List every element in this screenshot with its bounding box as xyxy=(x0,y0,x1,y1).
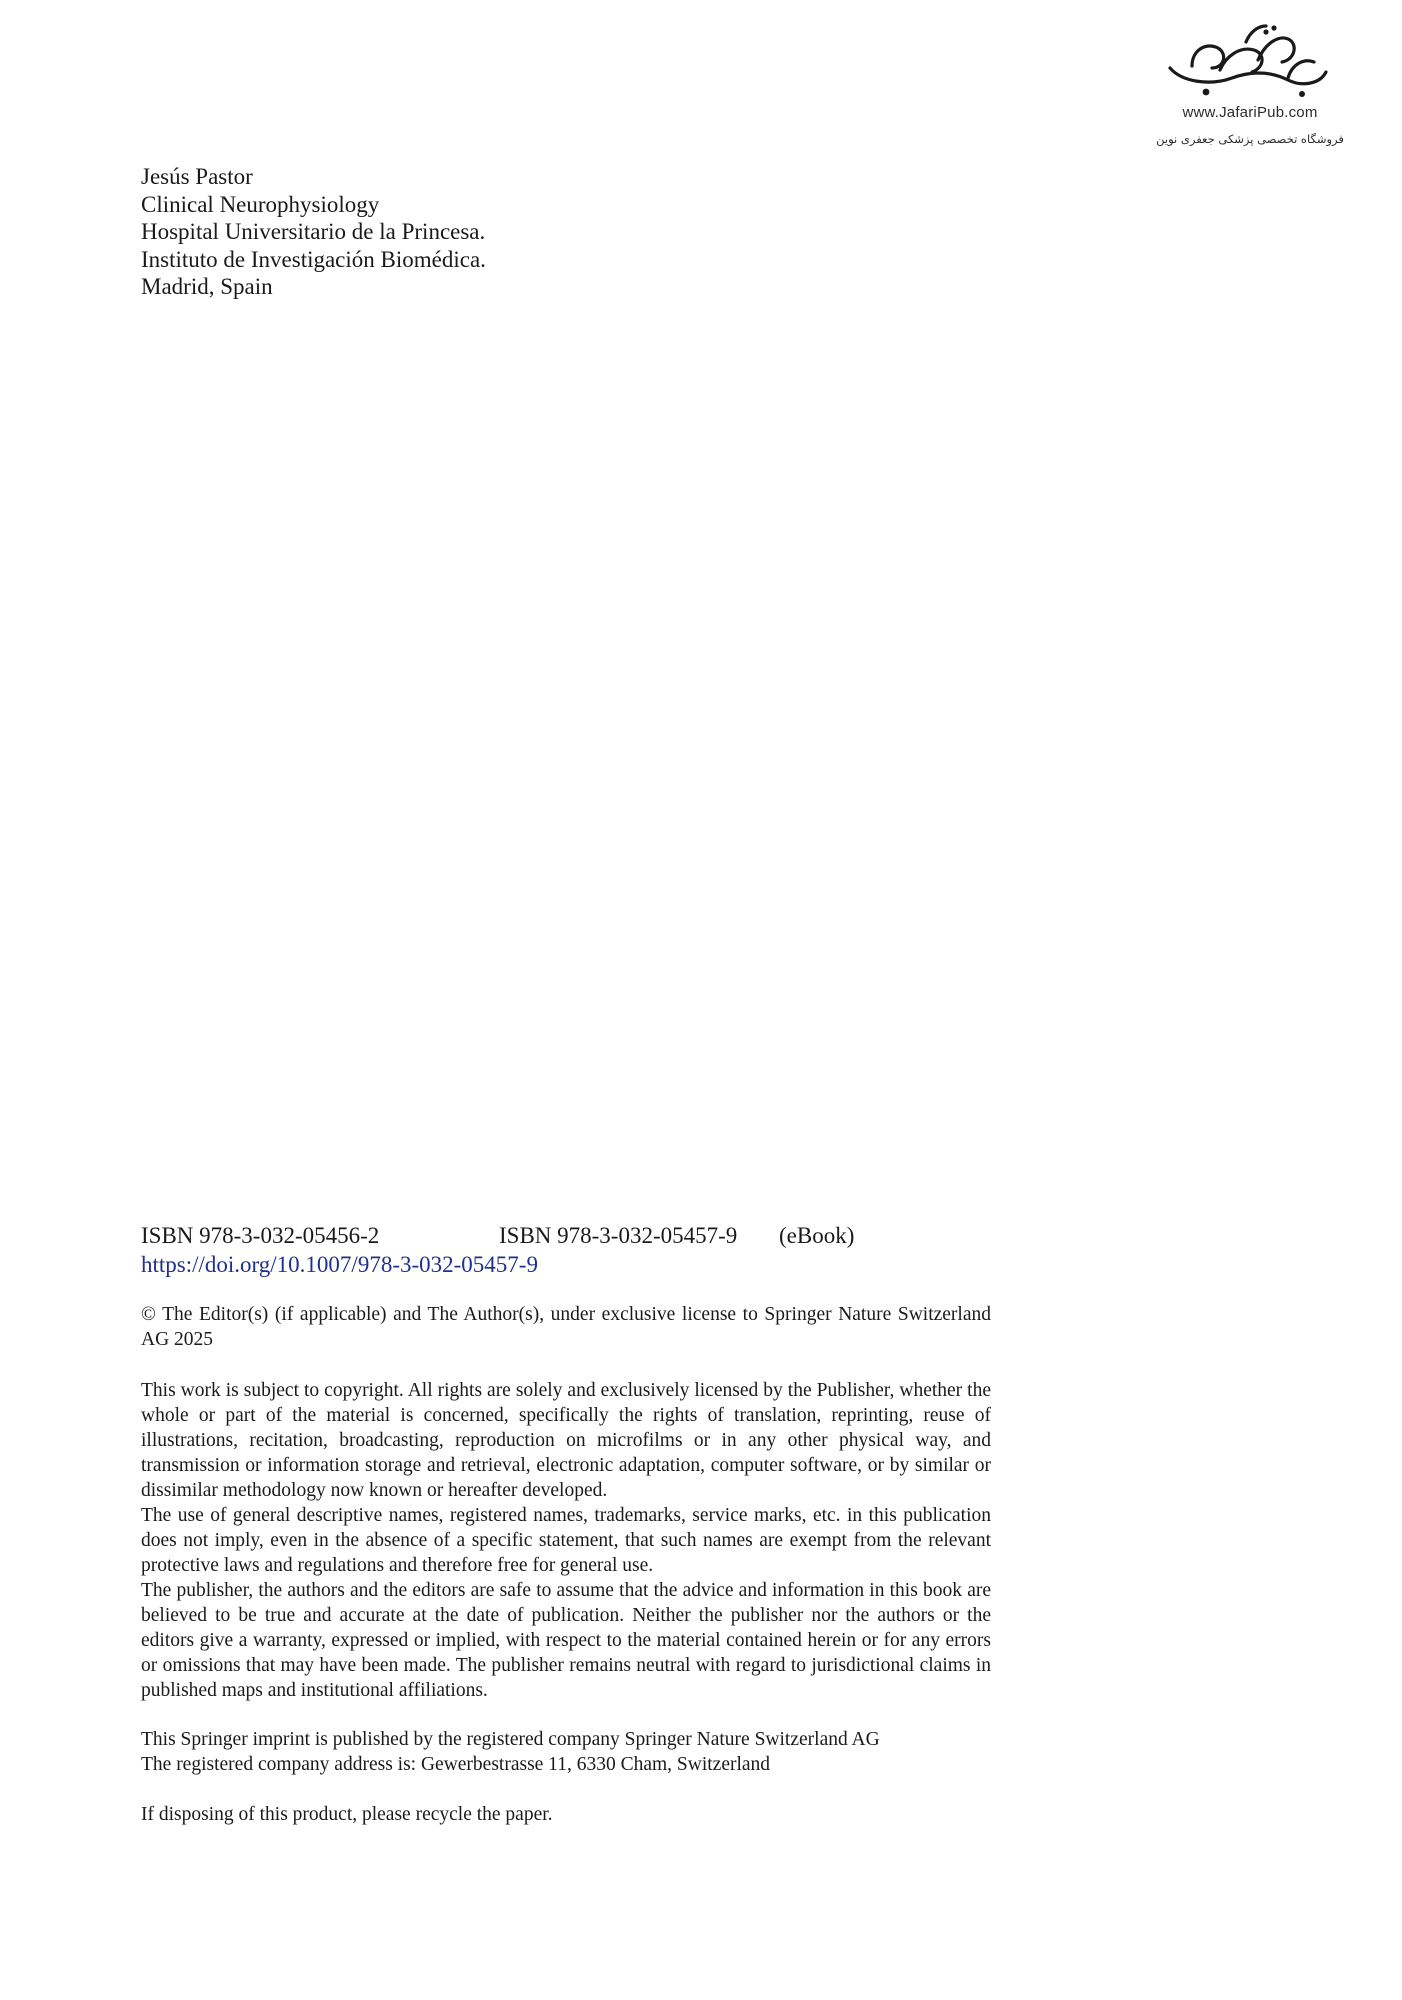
rights-paragraph: The publisher, the authors and the editors are safe to assume that the advice and information in this book are believed to be true and accurate at the date of publication. Neither the publisher nor the authors or the editors give a warranty, expressed or implied, with respect to the material contained herein or for any errors or omissions that may have been made. The publisher remains neutral with regard to jurisdictional claims in published maps and institutional affiliations. xyxy=(141,1580,991,1701)
rights-paragraph: The use of general descriptive names, registered names, trademarks, service marks, etc. in this publication does not imply, even in the absence of a specific statement, that such names are exempt from the relevant protective laws and regulations and therefore free for general use. xyxy=(141,1505,991,1576)
author-affiliation-line: Hospital Universitario de la Princesa. xyxy=(141,219,486,244)
author-affiliation-line: Instituto de Investigación Biomédica. xyxy=(141,246,486,272)
calligraphy-logo-icon xyxy=(1162,20,1332,102)
copyright-notice: © The Editor(s) (if applicable) and The Author(s), under exclusive license to Springer Nature Switzerland AG 2025 xyxy=(141,1304,991,1350)
rights-paragraph: This work is subject to copyright. All rights are solely and exclusively licensed by the Publisher, whether the whole or part of the material is concerned, specifically the rights of translation, reprinting, reuse of illustrations, recitation, broadcasting, reproduction on microfilms or in any other physical way, and transmission or information storage and retrieval, electronic adaptation, computer software, or by similar or dissimilar methodology now known or hereafter developed. xyxy=(141,1380,991,1501)
logo-tagline: فروشگاه تخصصی پزشکی جعفری نوین xyxy=(1156,132,1344,146)
isbn-ebook: ISBN 978-3-032-05457-9 xyxy=(499,1223,738,1248)
imprint-line: The registered company address is: Gewerbestrasse 11, 6330 Cham, Switzerland xyxy=(141,1754,771,1775)
rights-statement xyxy=(141,1378,991,1703)
isbn-line xyxy=(141,1222,854,1250)
logo-url: www.JafariPub.com xyxy=(1182,104,1318,121)
recycle-note: If disposing of this product, please recycle the paper. xyxy=(141,1804,553,1825)
doi-link[interactable]: https://doi.org/10.1007/978-3-032-05457-9 xyxy=(141,1252,538,1277)
isbn-ebook-label: (eBook) xyxy=(779,1223,855,1248)
imprint-line: This Springer imprint is published by the registered company Springer Nature Switzerland AG xyxy=(141,1729,880,1750)
author-affiliation-line: Madrid, Spain xyxy=(141,274,273,299)
author-block xyxy=(141,163,486,301)
imprint-block xyxy=(141,1727,991,1777)
isbn-print: ISBN 978-3-032-05456-2 xyxy=(141,1223,380,1248)
author-affiliation-line: Clinical Neurophysiology xyxy=(141,191,380,217)
author-name: Jesús Pastor xyxy=(141,164,253,189)
publisher-logo xyxy=(1130,20,1370,160)
